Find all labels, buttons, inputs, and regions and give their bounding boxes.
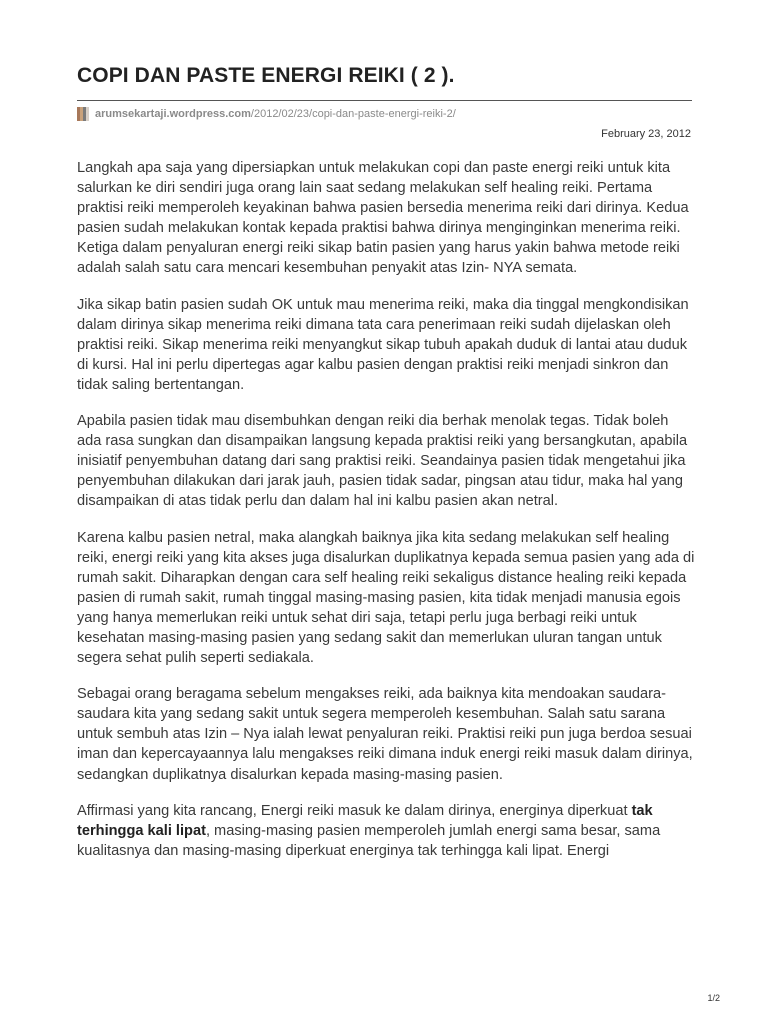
source-line	[77, 106, 456, 122]
paragraph-last	[77, 801, 695, 861]
publish-date: February 23, 2012	[601, 128, 691, 140]
paragraph: Sebagai orang beragama sebelum mengakses reiki, ada baiknya kita mendoakan saudara-saudara kita yang sedang sakit untuk segera memperoleh kesembuhan. Salah satu sarana untuk sembuh atas Izin – Nya ialah lewat penyaluran reiki. Praktisi reiki pun juga berdoa sesuai iman dan kepercayaannya lalu mengakses reiki dimana induk energi reiki masuk dalam dirinya, sedangkan duplikatnya disalurkan kepada masing-masing pasien.	[77, 686, 693, 783]
source-path[interactable]: /2012/02/23/copi-dan-paste-energi-reiki-2/	[250, 108, 456, 120]
paragraph-text: , masing-masing pasien memperoleh jumlah energi sama besar, sama kualitasnya dan masing-masing diperkuat energinya tak terhingga kali lipat. Energi	[77, 822, 661, 859]
paragraph: Jika sikap batin pasien sudah OK untuk mau menerima reiki, maka dia tinggal mengkondisikan dalam dirinya sikap menerima reiki dimana tata cara penerimaan reiki sudah dijelaskan oleh praktisi reiki. Sikap menerima reiki menyangkut sikap tubuh apakah duduk di lantai atau duduk di kursi. Hal ini perlu dipertegas agar kalbu pasien dengan praktisi reiki menjadi sinkron dan tidak saling bertentangan.	[77, 296, 689, 393]
paragraph-text: Affirmasi yang kita rancang, Energi reiki masuk ke dalam dirinya, energinya diperkuat	[77, 802, 632, 819]
page-indicator: 1/2	[707, 993, 720, 1003]
paragraph: Langkah apa saja yang dipersiapkan untuk melakukan copi dan paste energi reiki untuk kita salurkan ke diri sendiri juga orang lain saat sedang melakukan self healing reiki. Pertama praktisi reiki memperoleh keyakinan bahwa pasien bersedia menerima reiki dari dirinya. Kedua pasien sudah melakukan kontak kepada praktisi bahwa dirinya menginginkan menerima reiki. Ketiga dalam penyaluran energi reiki sikap batin pasien yang harus yakin bahwa metode reiki adalah salah satu cara mencari kesembuhan penyakit atas Izin- NYA semata.	[77, 160, 689, 277]
source-domain[interactable]: arumsekartaji.wordpress.com	[95, 108, 251, 120]
source-url[interactable]	[95, 108, 456, 120]
emphasis-text: tak terhingga kali lipat	[77, 802, 653, 839]
article-body	[77, 158, 695, 877]
title-divider	[77, 100, 692, 101]
article-title: COPI DAN PASTE ENERGI REIKI ( 2 ).	[77, 64, 455, 87]
paragraph: Karena kalbu pasien netral, maka alangkah baiknya jika kita sedang melakukan self healing reiki, energi reiki yang kita akses juga disalurkan duplikatnya kepada semua pasien yang ada di rumah sakit. Diharapkan dengan cara self healing reiki sekaligus distance healing reiki kepada pasien di rumah sakit, rumah tinggal masing-masing pasien, kita tidak menjadi manusia egois yang hanya memerlukan reiki untuk sehat diri saja, tetapi perlu juga berbagi reiki untuk kesehatan masing-masing pasien yang sedang sakit dan memerlukan uluran tangan untuk segera sehat pulih seperti sediakala.	[77, 529, 695, 667]
site-favicon-icon	[77, 107, 89, 121]
paragraph: Apabila pasien tidak mau disembuhkan dengan reiki dia berhak menolak tegas. Tidak boleh ada rasa sungkan dan disampaikan langsung kepada praktisi reiki yang bersangkutan, apabila inisiatif penyembuhan datang dari sang praktisi reiki. Seandainya pasien tidak mengetahui jika penyembuhan dilakukan dari jarak jauh, pasien tidak sadar, pingsan atau tidur, maka hal yang disampaikan di atas tidak perlu dan dalam hal ini kalbu pasien akan netral.	[77, 413, 688, 510]
